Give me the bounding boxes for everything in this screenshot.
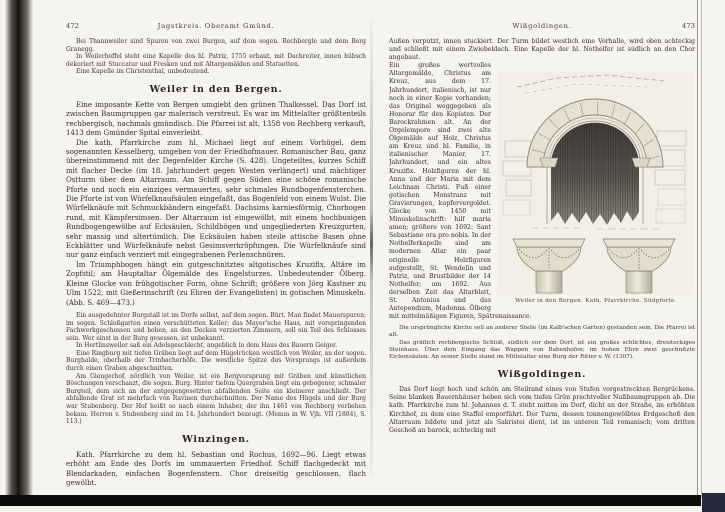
scan-bottom-edge xyxy=(0,495,701,506)
page-number-left: 472 xyxy=(66,22,79,30)
body-paragraph: Im Triumphbogen hängt ein gutgeschnitztes altgotisches Kruzifix, Altäre im Zopfstil; am Hauptaltar Ölgemälde des Engelsturzes. Unbedeutender Ölberg. Kleine Glocke von frühgotischer Form, ohne Schrift; größere von Jörg Kastner zu Ulm 1522, mit Gießerinschrift (zu Ehren der Evangelisten) in gotischen Minuskeln. (Abb. S. 469—473.) xyxy=(66,260,366,307)
intro-paragraph: Bei Thannweiler sind Spuren von zwei Burgen, auf dem sogen. Rechbergle und dem Berg Granegg. xyxy=(66,38,366,53)
intro-paragraph: Eine Kapelle im Christenthal, unbedeutend. xyxy=(76,68,210,76)
page-edge-line xyxy=(697,0,698,498)
running-head-title-left: Jagstkreis. Oberamt Gmünd. xyxy=(157,22,275,30)
section-heading-winzingen: Winzingen. xyxy=(182,433,250,445)
book-spine-shadow xyxy=(5,0,33,498)
page-number-right: 473 xyxy=(682,22,695,30)
petit-paragraph: Eine Ringburg mit tiefen Gräben liegt auf dem Hügelrücken westlich von Weiler, an der sogen. Burghalde, oberhalb der Trinbacherhöfe. Die westliche Spitze des Vorsprungs ist außerdem durch einen Graben abgeschnitten. xyxy=(66,349,366,373)
page-left xyxy=(66,22,366,490)
petit-paragraph: Das gräflich rechbergische Schloß, südlich vor dem Dorf, ist ein großes schlichtes, dreistockiges Steinhaus. Über dem Eingang das Wappen von Babenhofen; im hohen Ehrn zwei geschnitzte Eichensäulen. An seiner Stelle stand im Mittelalter eine Burg der Ritter v. W. (1307). xyxy=(389,339,695,361)
figure-wrap-block xyxy=(389,62,695,321)
intro-paragraph: In Weilerhoffel steht eine Kapelle des hl. Patriz, 1755 erbaut, mit Dachreiter, innen hübsch dekoriert mit Stuccatur und Fresken und mit Altargemälden und Statuetten. xyxy=(66,53,366,68)
scan-corner-patch xyxy=(702,493,725,512)
section-heading-wissgoldingen: Wißgoldingen. xyxy=(497,369,587,381)
figure-portal xyxy=(497,71,695,304)
page-edge-line xyxy=(701,0,702,498)
capitals-engraving xyxy=(497,235,693,295)
body-paragraph: Das Dorf liegt hoch und schön am Steilrand eines von Stufen vorgestreckten Bergrückens. Seine blanken Bauernhäuser heben sich vom tiefen Grün prachtvoller Nußbaumgruppen ab. Die kath. Pfarrkirche zum hl. Johannes d. T. steht mitten im Dorf, dicht an der Straße, im erhöhten Kirchhof, zu dem eine Staffel emporführt. Der Turm, dessen tonnengewölbtes Erdgeschoß den Altarraum bildete und jetzt als Sakristei dient, ist im unteren Teil romanisch; vom dritten Geschoß an barock, achteckig mit xyxy=(389,386,695,434)
body-paragraph: Kath. Pfarrkirche zu dem hl. Sebastian und Rochus, 1692—96. Liegt etwas erhöht am Ende des Dorfs im ummauerten Friedhof. Schiff flachgedeckt mit Blendarkaden, einfachen Bogenfenstern. Chor dreiseitig geschlossen, flach gewölbt. xyxy=(66,450,366,488)
running-head-right xyxy=(389,22,695,30)
running-head-left xyxy=(66,22,366,30)
running-head-title-right: Wißgoldingen. xyxy=(512,22,572,30)
section-heading-weiler: Weiler in den Bergen. xyxy=(149,83,283,95)
body-paragraph: Außen verputzt, innen stuckiert. Der Turm bildet westlich eine Vorhalle, wird oben achteckig und schließt mit einem Zwiebeldach. Eine Kapelle der hl. Nothelfer ist südlich an den Chor angebaut. xyxy=(389,38,695,62)
petit-paragraph: Ein ausgedehnter Burgstall ist im Dorfe selbst, auf dem sogen. Bürt. Man findet Mauerspuren; im sogen. Schloßgarten einen verschütteten Keller; das Mayer'sche Haus, mit vorspringenden Fachwerkgeschossen und hohen, an den Decken verzierten Zimmern, soll ein Teil des Schlosses sein. Wer einst in der Burg gesessen, ist unbekannt. xyxy=(66,311,366,342)
figure-caption: Weiler in den Bergen. Kath. Pfarrkirche. Südpforte. xyxy=(515,298,677,305)
body-paragraph: Die kath. Pfarrkirche zum hl. Michael liegt auf einem Vorhügel, dem sogenannten Kesselberg, umgeben von der Friedhofmauer. Romanischer Bau, ganz übereinstimmend mit der Degenfelder Kirche (S. 428). Ungeteiltes, kurzes Schiff mit flacher Decke (im 18. Jahrhundert gegen Westen verlängert) und mächtiger Ostturm über dem Altarraum. Am Schiff gegen Süden eine schöne romanische Pforte und noch ein einziges vermauertes, sehr schmales Rundbogenfensterchen. Die Pforte ist von Würfelknaufsäulen eingefaßt, das Bogenfeld von einem Wulst. Die Würfelknäufe mit Schmuckbändern eingefaßt. Dachsims karniesförmig, Chorbogen rund, mit Kämpfersimsen. Der Altarraum ist eingewölbt, mit einem hochbusigen Rundbogengewölbe auf Ecksäulen, Schildbögen und ungegliederten Kreuzgurten, sehr massig und altertümlich. Die Ecksäulen haben steile attische Basen ohne Eckblätter und Würfelknäufe nebst Gesimsverkröpfungen. Die Würfelknäufe sind nur ganz einfach verziert mit eingegrabenen Perlenschnüren. xyxy=(66,138,366,260)
page-gutter-shadow xyxy=(370,18,373,478)
page-right xyxy=(389,22,695,490)
petit-paragraph: In Hertlinsweiler saß ein Adelsgeschlecht, angeblich in dem Haus des Bauern Geiger. xyxy=(76,342,338,350)
petit-paragraph: Am Giengerhof, nördlich von Weiler, ist ein Bergvorsprung mit Gräben und künstlichen Böschungen verschanzt, die sogen. Burg. Hinter tiefem Quergraben liegt ein gebogener, schmaler Burgteil, dem sich an der entgegengesetzten abfallenden Seite ein kleinerer anschließt. Der abfallende Grat ist mehrfach von Ravinen durchschnitten. Der Name des Hügels und der Burg war Stubenberg. Der Hof heißt so nach einem Inhaber, der ihn 1461 von Rechberg verliehen bekam. Herren v. Stubenberg sind im 14. Jahrhundert bezeugt. (Memm in W. Vjh. VII (1884), S. 113.) xyxy=(66,372,366,426)
body-paragraph-wrap: Ein großes wertvolles Altargemälde, Christus am Kreuz, aus dem 17. Jahrhundert, italienisch, ist nur noch in einer Kopie vorhanden; das Original weggegeben als Honorar für den Kopisten. Der Barockrahmen alt. An der Orgelempore sind zwei alte Ölgemälde auf Holz, Christus am Kreuz und hl. Familie, in italienischer Manier, 17. Jahrhundert, und ein altes Kruzifix. Holzfiguren der hl. Anna und der Maria mit dem Leichnam Christi. Fuß einer gotischen Monstranz mit Gravierungen, kupfervergoldet. Glocke von 1450 mit Minuskelinschrift: hilf maria amen; größere von 1692: Sant Sebastiane ora pro nobis. In der Nothelferkapelle sind am modernen Altar ein paar originelle Holzfiguren aufgestellt, St. Wendelin und Patriz, und Brustbilder der 14 Nothelfer; um 1692. Aus derselben Zeit das Altarblatt, St. Antonius und das Antependium, Madonna. Ölberg mit mittelmäßigen Figuren, Spätrenaissance. xyxy=(389,62,532,321)
portal-engraving xyxy=(497,71,693,235)
petit-paragraph: Die ursprüngliche Kirche soll an anderer Stelle (im Kalb'schen Garten) gestanden sein. Die Pfarrei ist alt. xyxy=(389,325,695,339)
body-paragraph: Eine imposante Kette von Bergen umgiebt den grünen Thalkessel. Das Dorf ist zwischen Baumgruppen gar malerisch verstreut. Es war im Mittelalter größtenteils rechbergisch, nachmals gmündisch. Die Pfarrei ist alt, 1358 von Rechberg verkauft, 1413 dem Gmünder Spital einverleibt. xyxy=(66,100,366,138)
